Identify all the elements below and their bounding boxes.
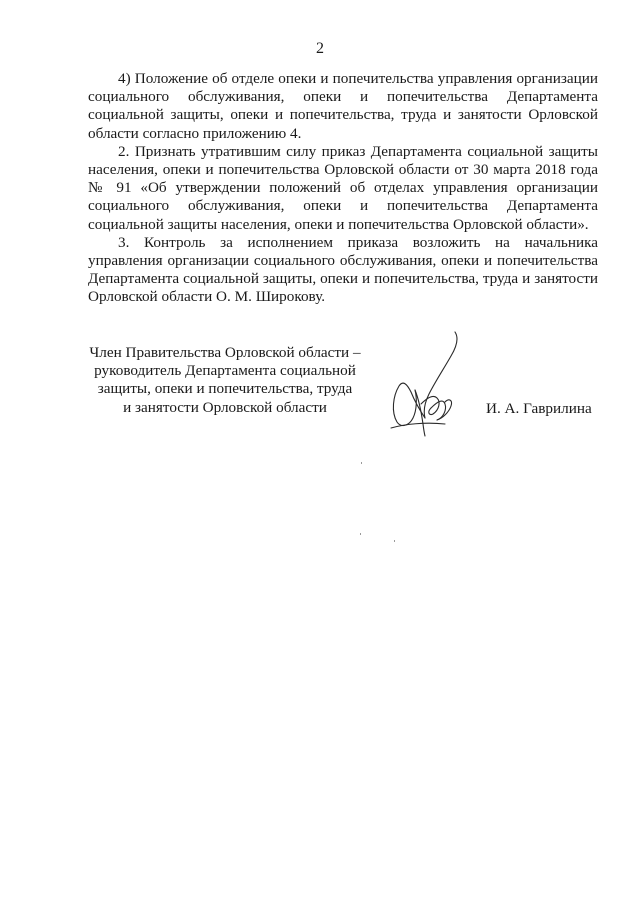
paragraph-control: 3. Контроль за исполнением приказа возложить на начальника управления организации социального обслуживания, опеки и попечительства Департамента социальной защиты, опеки и попечительства, труда и занятости Орловской области О. М. Широкову.: [88, 233, 598, 306]
paragraph-regulation-4: 4) Положение об отделе опеки и попечительства управления организации социального обслуживания, опеки и попечительства Департамента социальной защиты, опеки и попечительства, труда и занятости Орловской области согласно приложению 4.: [88, 70, 598, 142]
signer-position-line: Член Правительства Орловской области –: [89, 344, 361, 361]
signer-position-line: защиты, опеки и попечительства, труда: [97, 380, 353, 398]
signer-name: И. А. Гаврилина: [486, 400, 592, 417]
signer-position: [80, 344, 370, 417]
signature-block: [0, 342, 640, 462]
paragraph-repeal-order: 2. Признать утратившим силу приказ Департамента социальной защиты населения, опеки и попечительства Орловской области от 30 марта 2018 года № 91 «Об утверждении положений об отделах управления организации социального обслуживания, опеки и попечительства Департамента социальной защиты населения, опеки и попечительства Орловской области».: [88, 142, 598, 233]
signer-position-line: и занятости Орловской области: [123, 398, 327, 416]
scan-artifact: [360, 533, 361, 535]
signer-position-line: руководитель Департамента социальной: [94, 362, 356, 380]
scan-artifact: [361, 462, 362, 464]
document-body: [88, 70, 598, 307]
page-number: 2: [316, 40, 324, 57]
handwritten-signature-icon: [385, 328, 475, 438]
scan-artifact: [394, 540, 395, 542]
